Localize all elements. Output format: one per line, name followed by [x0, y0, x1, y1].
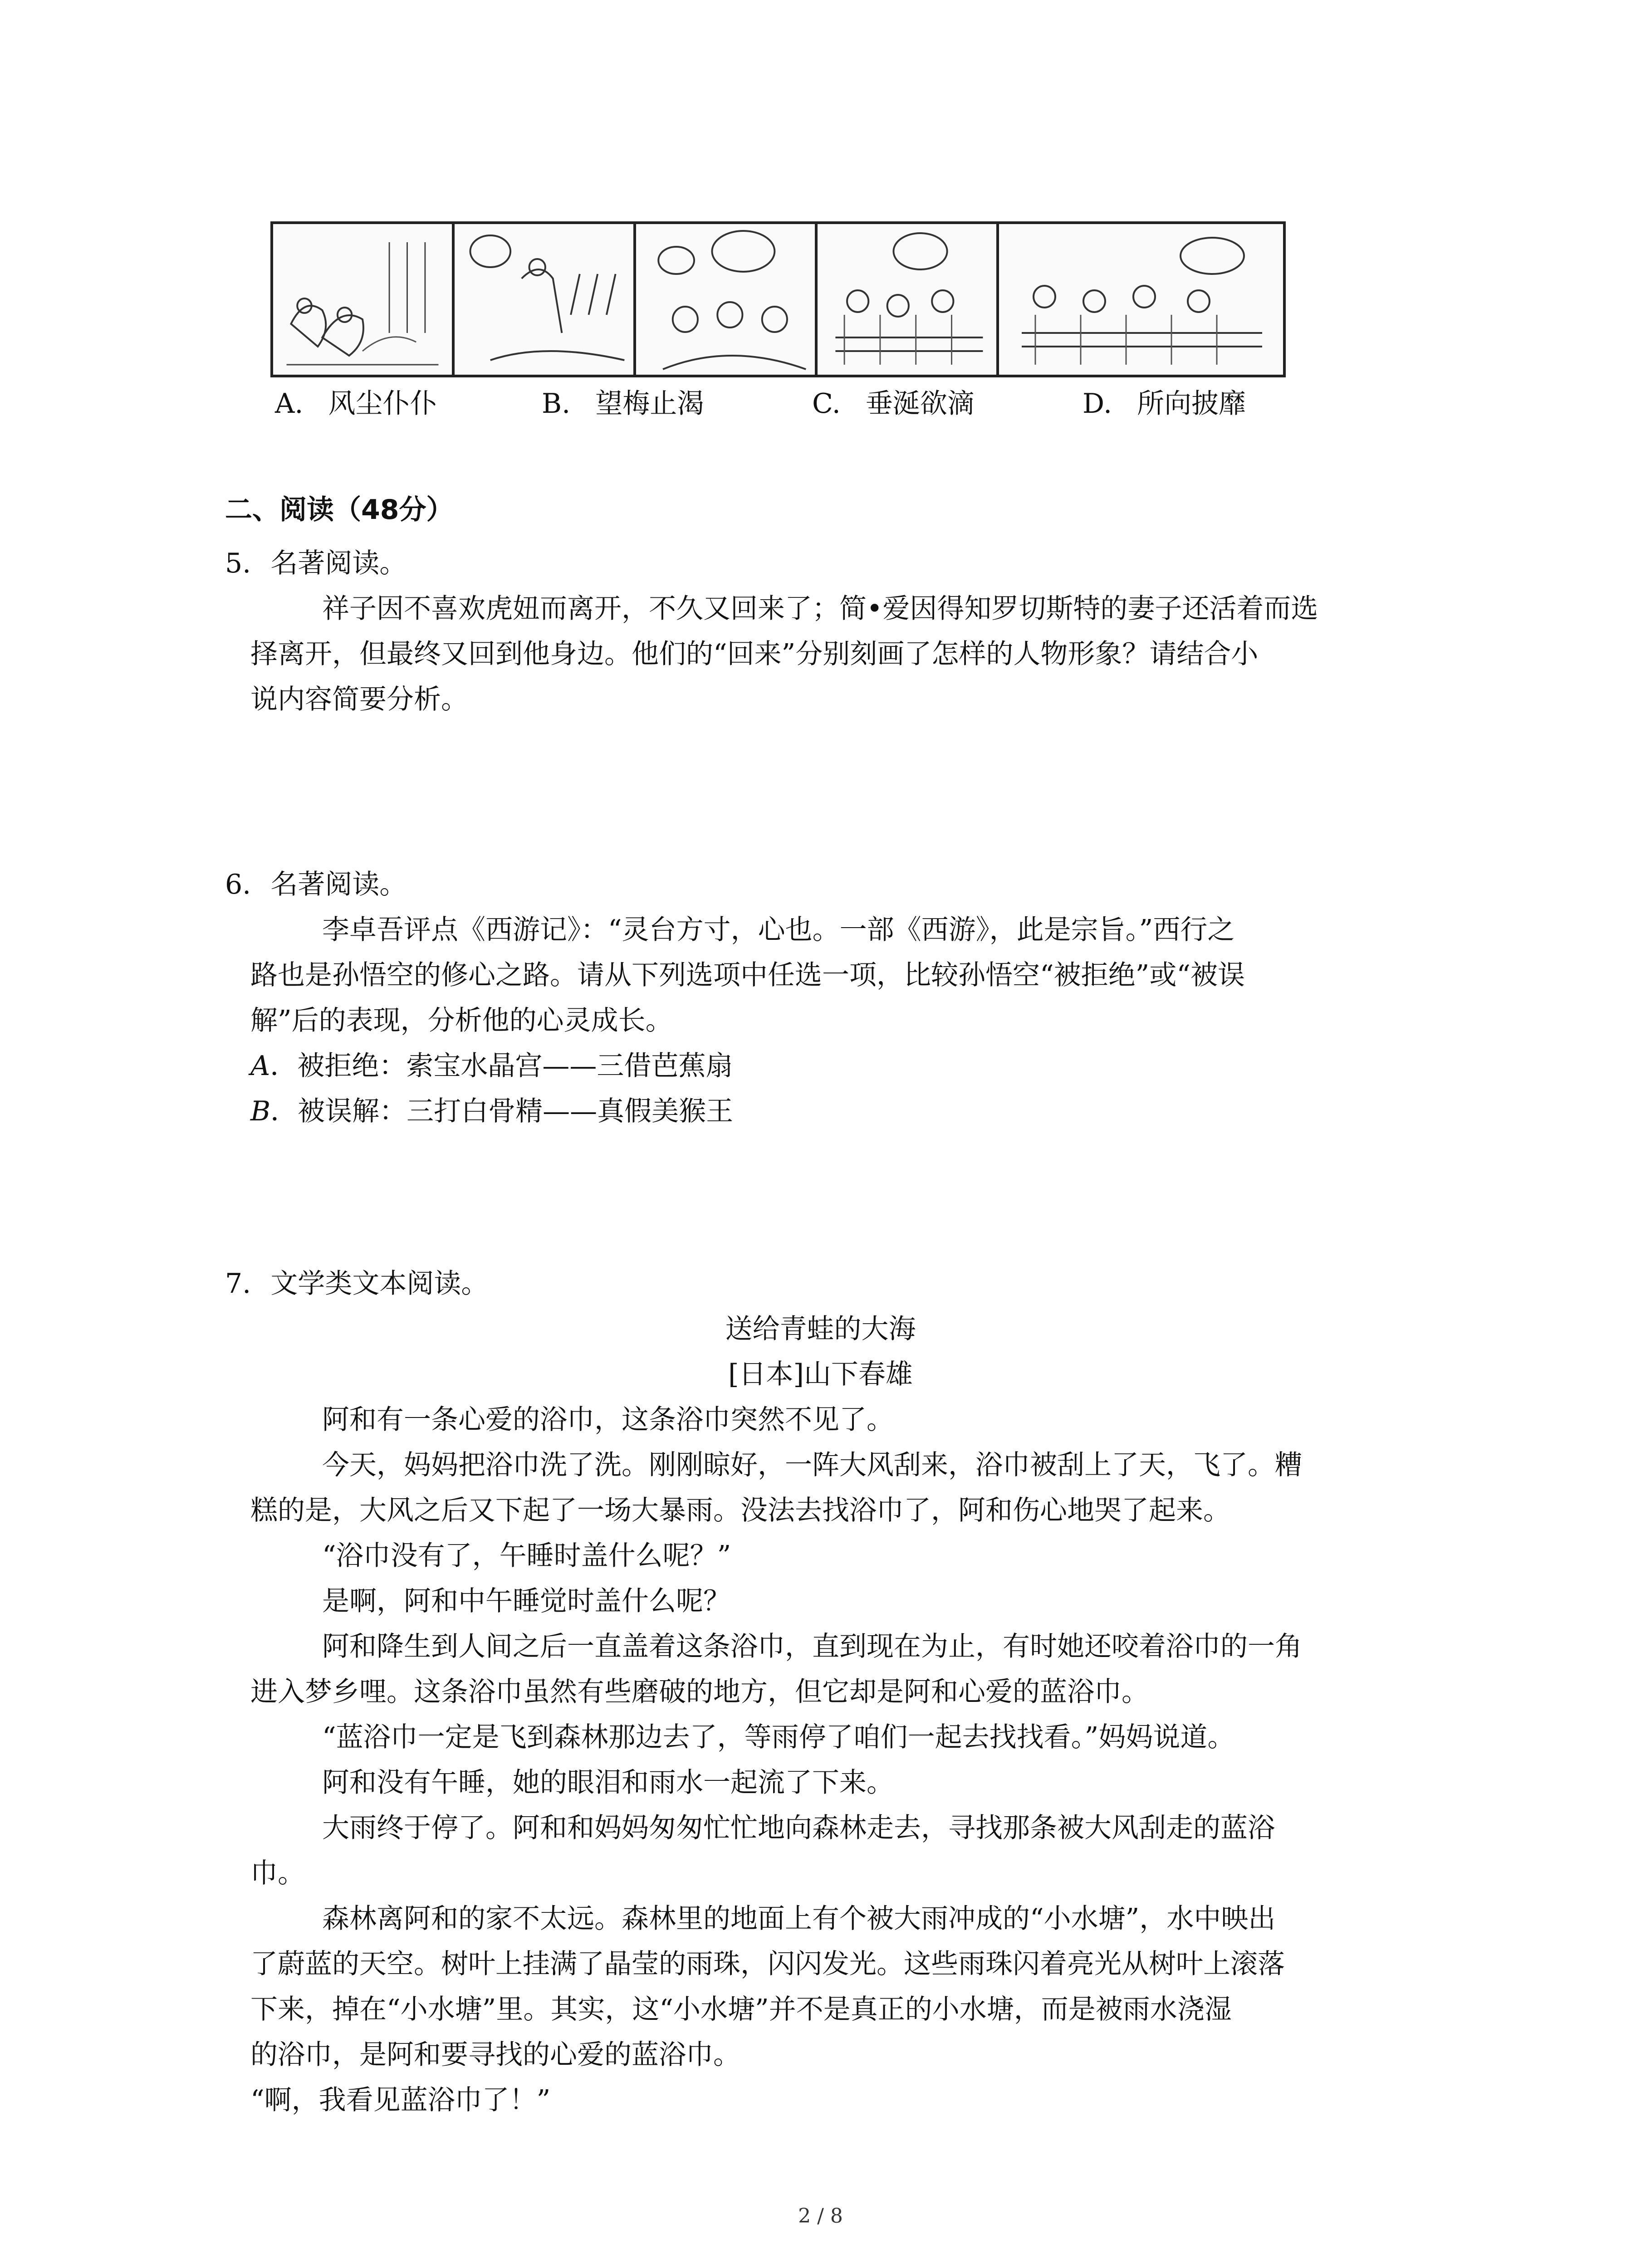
story-line-3: 糕的是，大风之后又下起了一场大暴雨。没法去找浴巾了，阿和伤心地哭了起来。 [250, 1495, 1230, 1526]
story-line-13: 了蔚蓝的天空。树叶上挂满了晶莹的雨珠，闪闪发光。这些雨珠闪着亮光从树叶上滚落 [250, 1948, 1285, 1980]
q6-option-b [250, 1093, 733, 1129]
q5-line-1: 祥子因不喜欢虎妞而离开，不久又回来了；简•爱因得知罗切斯特的妻子还活着而选 [322, 593, 1318, 625]
q6-option-a-label: A [250, 1050, 270, 1082]
q6-number: 6. [225, 869, 251, 900]
q6-option-b-text: ．被误解：三打白骨精——真假美猴王 [270, 1095, 734, 1127]
story-line-7: 进入梦乡哩。这条浴巾虽然有些磨破的地方，但它却是阿和心爱的蓝浴巾。 [250, 1676, 1149, 1708]
comic-panel-2 [455, 224, 636, 375]
q4-option-d-label: D. [1083, 388, 1112, 420]
comic-strip-image [270, 221, 1286, 377]
q5-heading [225, 545, 407, 582]
q6-option-a [250, 1048, 733, 1084]
q5-title: 名著阅读。 [270, 547, 407, 579]
q4-option-c [812, 386, 975, 422]
page-number: 2 / 8 [798, 2204, 843, 2228]
q6-option-a-text: ．被拒绝：索宝水晶宫——三借芭蕉扇 [270, 1050, 733, 1082]
story-line-12: 森林离阿和的家不太远。森林里的地面上有个被大雨冲成的“小水塘”，水中映出 [322, 1903, 1276, 1935]
q4-option-a [275, 386, 437, 422]
q4-option-d [1083, 386, 1246, 422]
story-line-4: “浴巾没有了，午睡时盖什么呢？” [322, 1540, 731, 1572]
q5-line-2: 择离开，但最终又回到他身边。他们的“回来”分别刻画了怎样的人物形象？请结合小 [250, 638, 1259, 670]
comic-panel-3 [636, 224, 818, 375]
q4-option-c-label: C. [812, 388, 841, 420]
q4-option-d-text: 所向披靡 [1137, 388, 1246, 420]
q4-option-b-text: 望梅止渴 [595, 388, 705, 420]
q4-option-c-text: 垂涎欲滴 [865, 388, 975, 420]
q5-line-3: 说内容简要分析。 [250, 684, 468, 715]
story-line-5: 是啊，阿和中午睡觉时盖什么呢？ [322, 1585, 730, 1617]
comic-panel-1 [273, 224, 455, 375]
story-line-15: 的浴巾，是阿和要寻找的心爱的蓝浴巾。 [250, 2039, 740, 2071]
q4-option-b [542, 386, 704, 422]
q6-heading [225, 866, 407, 903]
q7-heading [225, 1266, 488, 1302]
q4-option-a-text: 风尘仆仆 [328, 388, 437, 420]
q6-option-b-label: B [250, 1095, 271, 1127]
q6-line-2: 路也是孙悟空的修心之路。请从下列选项中任选一项，比较孙悟空“被拒绝”或“被误 [250, 959, 1245, 991]
q6-title: 名著阅读。 [270, 869, 407, 900]
section-2-title: 二、阅读（48分） [225, 494, 454, 526]
story-line-16: “啊，我看见蓝浴巾了！” [250, 2084, 551, 2116]
story-line-6: 阿和降生到人间之后一直盖着这条浴巾，直到现在为止，有时她还咬着浴巾的一角 [322, 1631, 1302, 1662]
q7-number: 7. [225, 1268, 251, 1300]
story-line-1: 阿和有一条心爱的浴巾，这条浴巾突然不见了。 [322, 1404, 894, 1436]
q5-number: 5. [225, 547, 251, 579]
q6-line-1: 李卓吾评点《西游记》：“灵台方寸，心也。一部《西游》，此是宗旨。”西行之 [322, 914, 1235, 946]
q7-title: 文学类文本阅读。 [270, 1268, 489, 1300]
story-author: [日本]山下春雄 [728, 1359, 913, 1390]
story-title: 送给青蛙的大海 [725, 1313, 916, 1345]
story-line-8: “蓝浴巾一定是飞到森林那边去了，等雨停了咱们一起去找找看。”妈妈说道。 [322, 1721, 1235, 1753]
comic-panel-4 [818, 224, 999, 375]
story-line-9: 阿和没有午睡，她的眼泪和雨水一起流了下来。 [322, 1767, 894, 1799]
story-line-2: 今天，妈妈把浴巾洗了洗。刚刚晾好，一阵大风刮来，浴巾被刮上了天，飞了。糟 [322, 1449, 1302, 1481]
comic-panel-5 [999, 224, 1283, 375]
q6-line-3: 解”后的表现，分析他的心灵成长。 [250, 1005, 673, 1036]
q4-option-a-label: A. [275, 388, 304, 420]
story-line-11: 巾。 [250, 1857, 305, 1889]
story-line-10: 大雨终于停了。阿和和妈妈匆匆忙忙地向森林走去，寻找那条被大风刮走的蓝浴 [322, 1812, 1275, 1844]
q4-option-b-label: B. [542, 388, 571, 420]
story-line-14: 下来，掉在“小水塘”里。其实，这“小水塘”并不是真正的小水塘，而是被雨水浇湿 [250, 1994, 1232, 2025]
